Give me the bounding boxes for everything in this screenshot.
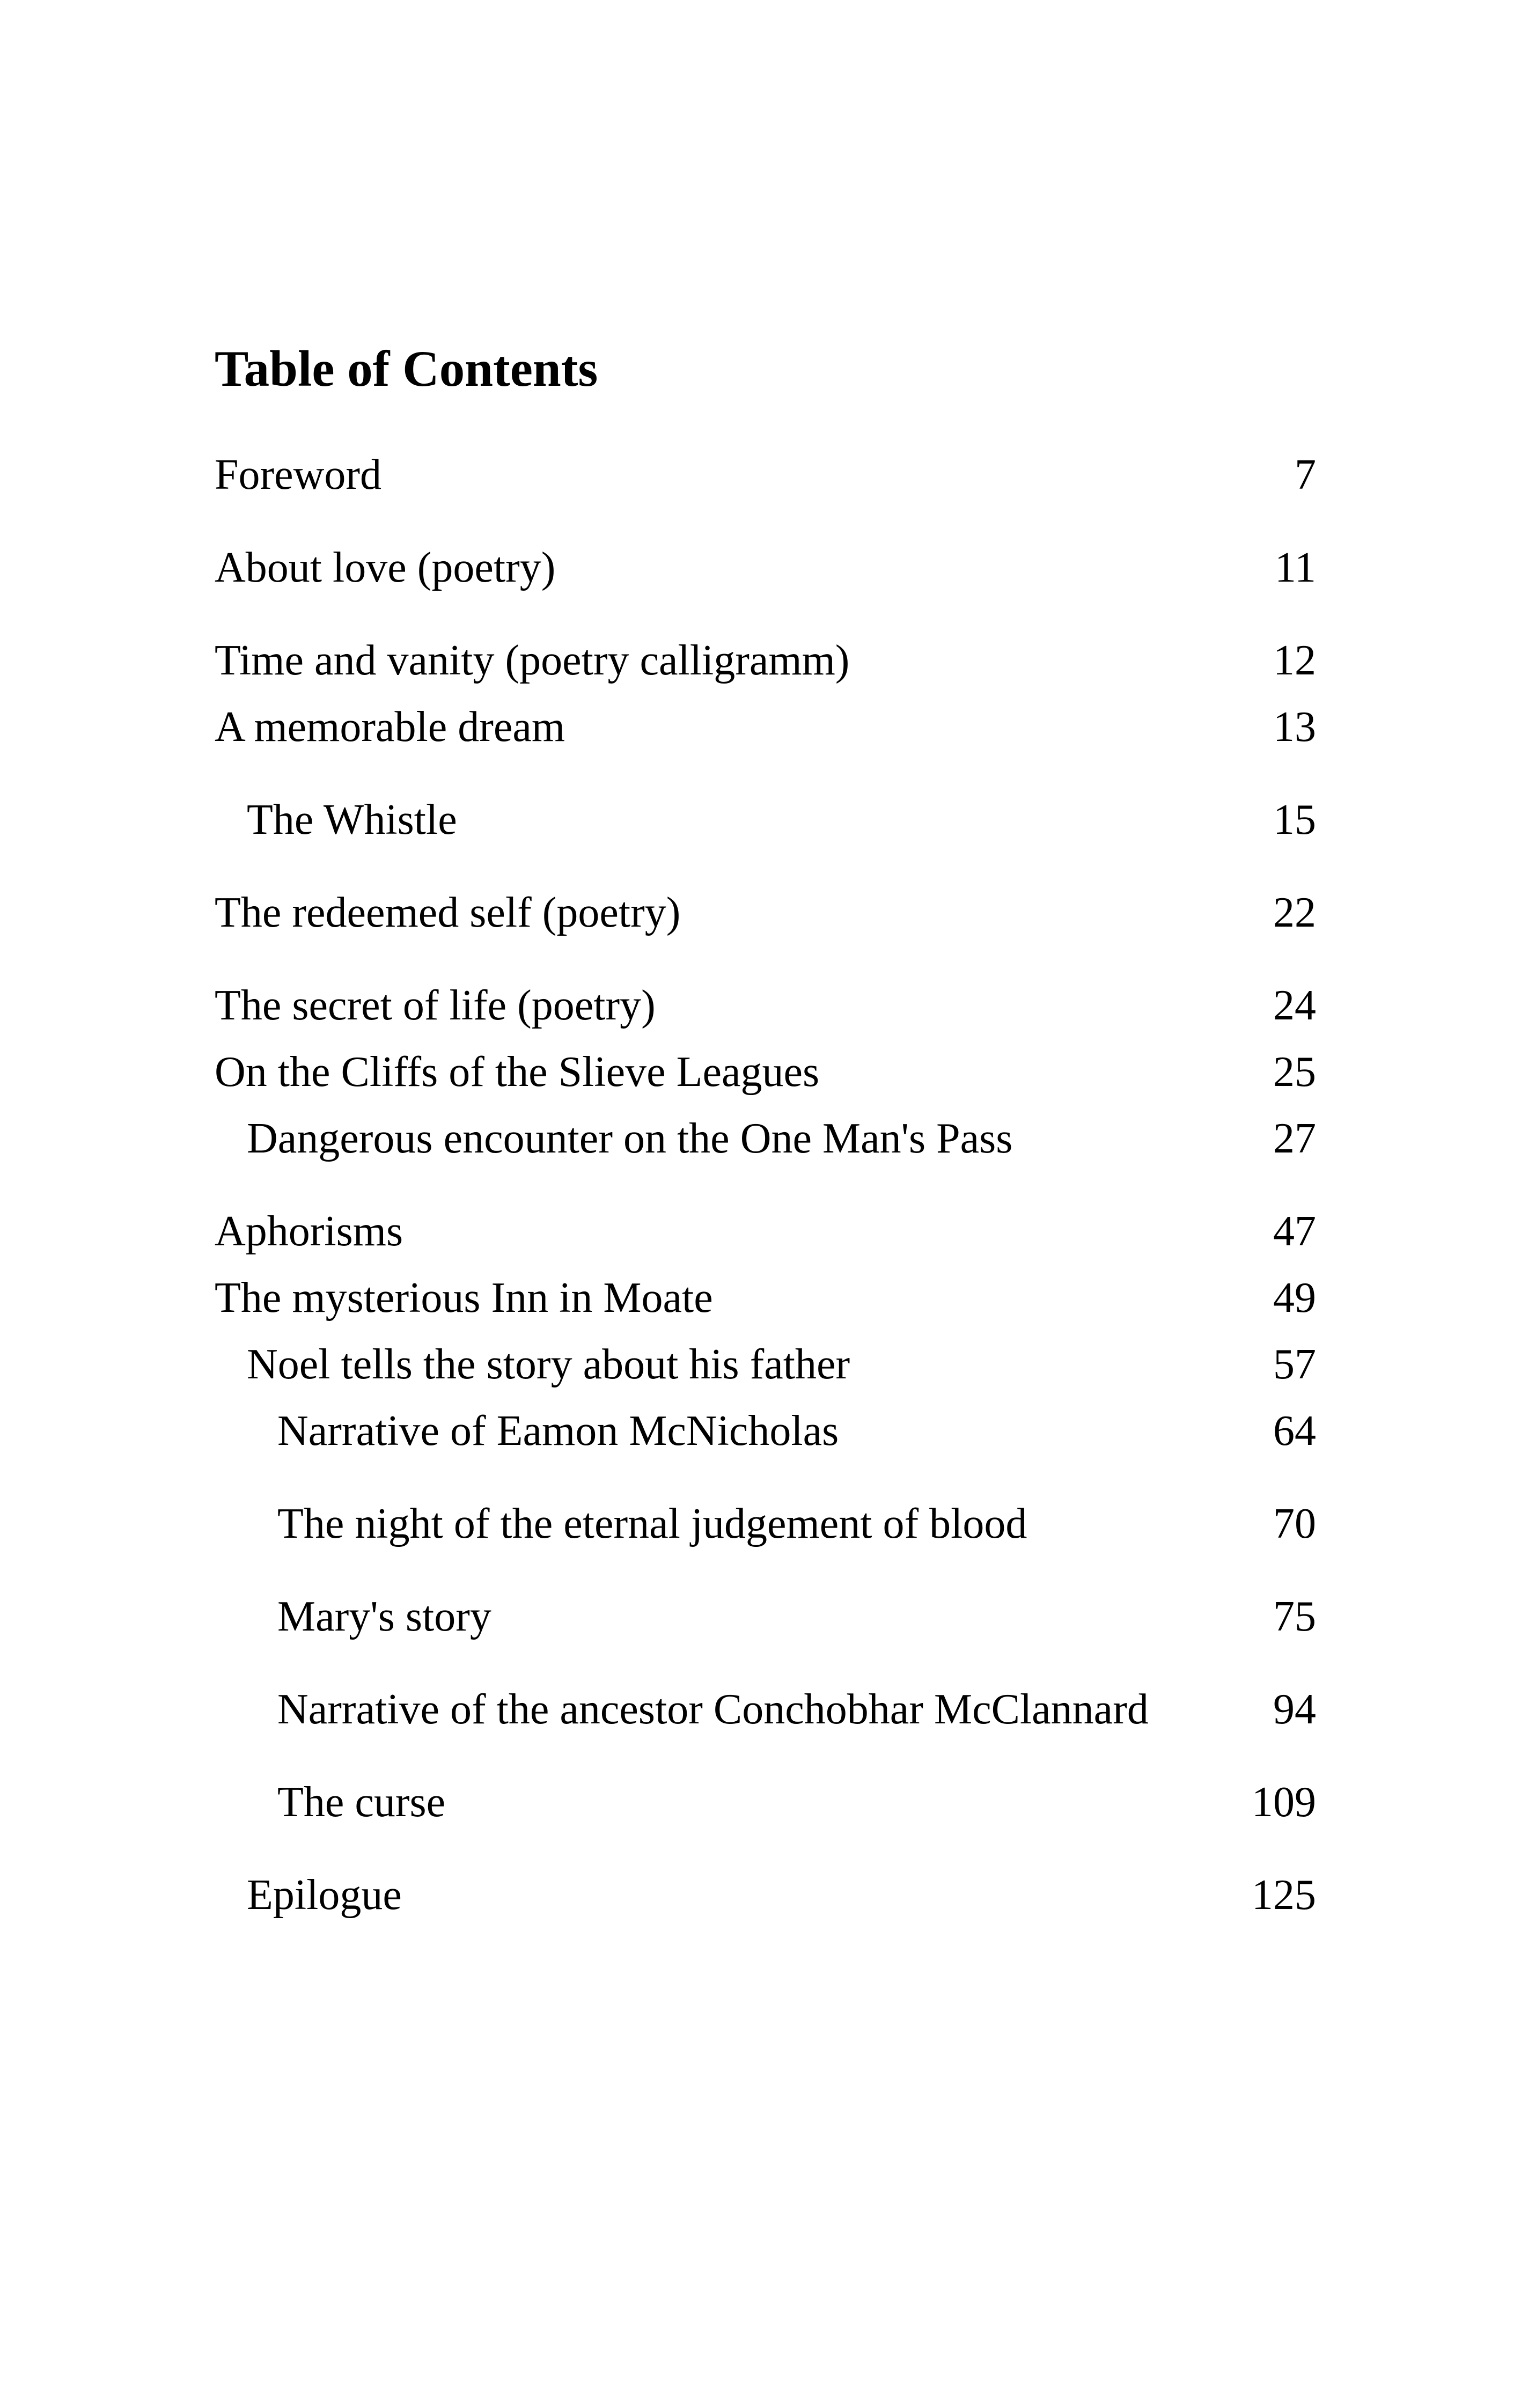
- toc-entry: [215, 1109, 1316, 1168]
- toc-entry-title: The secret of life (poetry): [215, 982, 656, 1029]
- toc-entry-title: About love (poetry): [215, 544, 556, 591]
- toc-entry-page-number: 25: [1273, 1048, 1316, 1096]
- toc-entry: [215, 976, 1316, 1035]
- toc-entry-page-number: 11: [1274, 544, 1316, 591]
- toc-entry-page-number: 75: [1273, 1593, 1316, 1640]
- toc-entry: [215, 1401, 1316, 1460]
- toc-entry-title: Mary's story: [277, 1593, 491, 1640]
- toc-entry-page-number: 27: [1273, 1115, 1316, 1162]
- toc-entry: [215, 1680, 1316, 1739]
- toc-entry-page-number: 7: [1295, 451, 1316, 498]
- toc-entry-title: The curse: [277, 1779, 446, 1826]
- toc-entry: [215, 1773, 1316, 1832]
- toc-entry-page-number: 15: [1273, 796, 1316, 843]
- toc-entry: [215, 538, 1316, 597]
- toc-entry-title: Foreword: [215, 451, 382, 498]
- toc-entry-title: Aphorisms: [215, 1208, 403, 1255]
- toc-entry-title: Epilogue: [247, 1871, 402, 1919]
- toc-entry: [215, 631, 1316, 690]
- toc-entry-page-number: 24: [1273, 982, 1316, 1029]
- toc-entry-page-number: 22: [1273, 889, 1316, 936]
- toc-entry-page-number: 70: [1273, 1500, 1316, 1547]
- toc-entry-title: The mysterious Inn in Moate: [215, 1274, 713, 1322]
- toc-entry-title: On the Cliffs of the Slieve Leagues: [215, 1048, 820, 1096]
- toc-entry-page-number: 13: [1273, 703, 1316, 751]
- toc-title: Table of Contents: [215, 340, 598, 397]
- toc-entry-page-number: 49: [1273, 1274, 1316, 1322]
- toc-entry-title: Dangerous encounter on the One Man's Pass: [247, 1115, 1013, 1162]
- toc-entry-page-number: 109: [1252, 1779, 1316, 1826]
- toc-entry-page-number: 64: [1273, 1407, 1316, 1455]
- toc-entry-page-number: 94: [1273, 1686, 1316, 1733]
- toc-entry: [215, 1202, 1316, 1261]
- toc-entry-title: Narrative of the ancestor Conchobhar McClannard: [277, 1686, 1149, 1733]
- toc-entry: [215, 1043, 1316, 1102]
- toc-entry-title: Narrative of Eamon McNicholas: [277, 1407, 839, 1455]
- toc-entry-title: Time and vanity (poetry calligramm): [215, 637, 850, 684]
- toc-entry-title: The Whistle: [247, 796, 457, 843]
- toc-entry: [215, 790, 1316, 849]
- toc-entry: [215, 883, 1316, 942]
- toc-entry: [215, 1494, 1316, 1553]
- toc-entry-page-number: 12: [1273, 637, 1316, 684]
- toc-entry-title: A memorable dream: [215, 703, 565, 751]
- toc-entry-title: The redeemed self (poetry): [215, 889, 681, 936]
- toc-entry: [215, 1587, 1316, 1646]
- toc-entry: [215, 698, 1316, 757]
- toc-entry: [215, 1866, 1316, 1925]
- toc-entry-title: The night of the eternal judgement of blood: [277, 1500, 1027, 1547]
- toc-entry-page-number: 47: [1273, 1208, 1316, 1255]
- toc-entry: [215, 1268, 1316, 1327]
- toc-entry-title: Noel tells the story about his father: [247, 1341, 850, 1388]
- toc-entry: [215, 1335, 1316, 1394]
- toc-entry: [215, 445, 1316, 504]
- toc-entry-page-number: 57: [1273, 1341, 1316, 1388]
- toc-entry-page-number: 125: [1252, 1871, 1316, 1919]
